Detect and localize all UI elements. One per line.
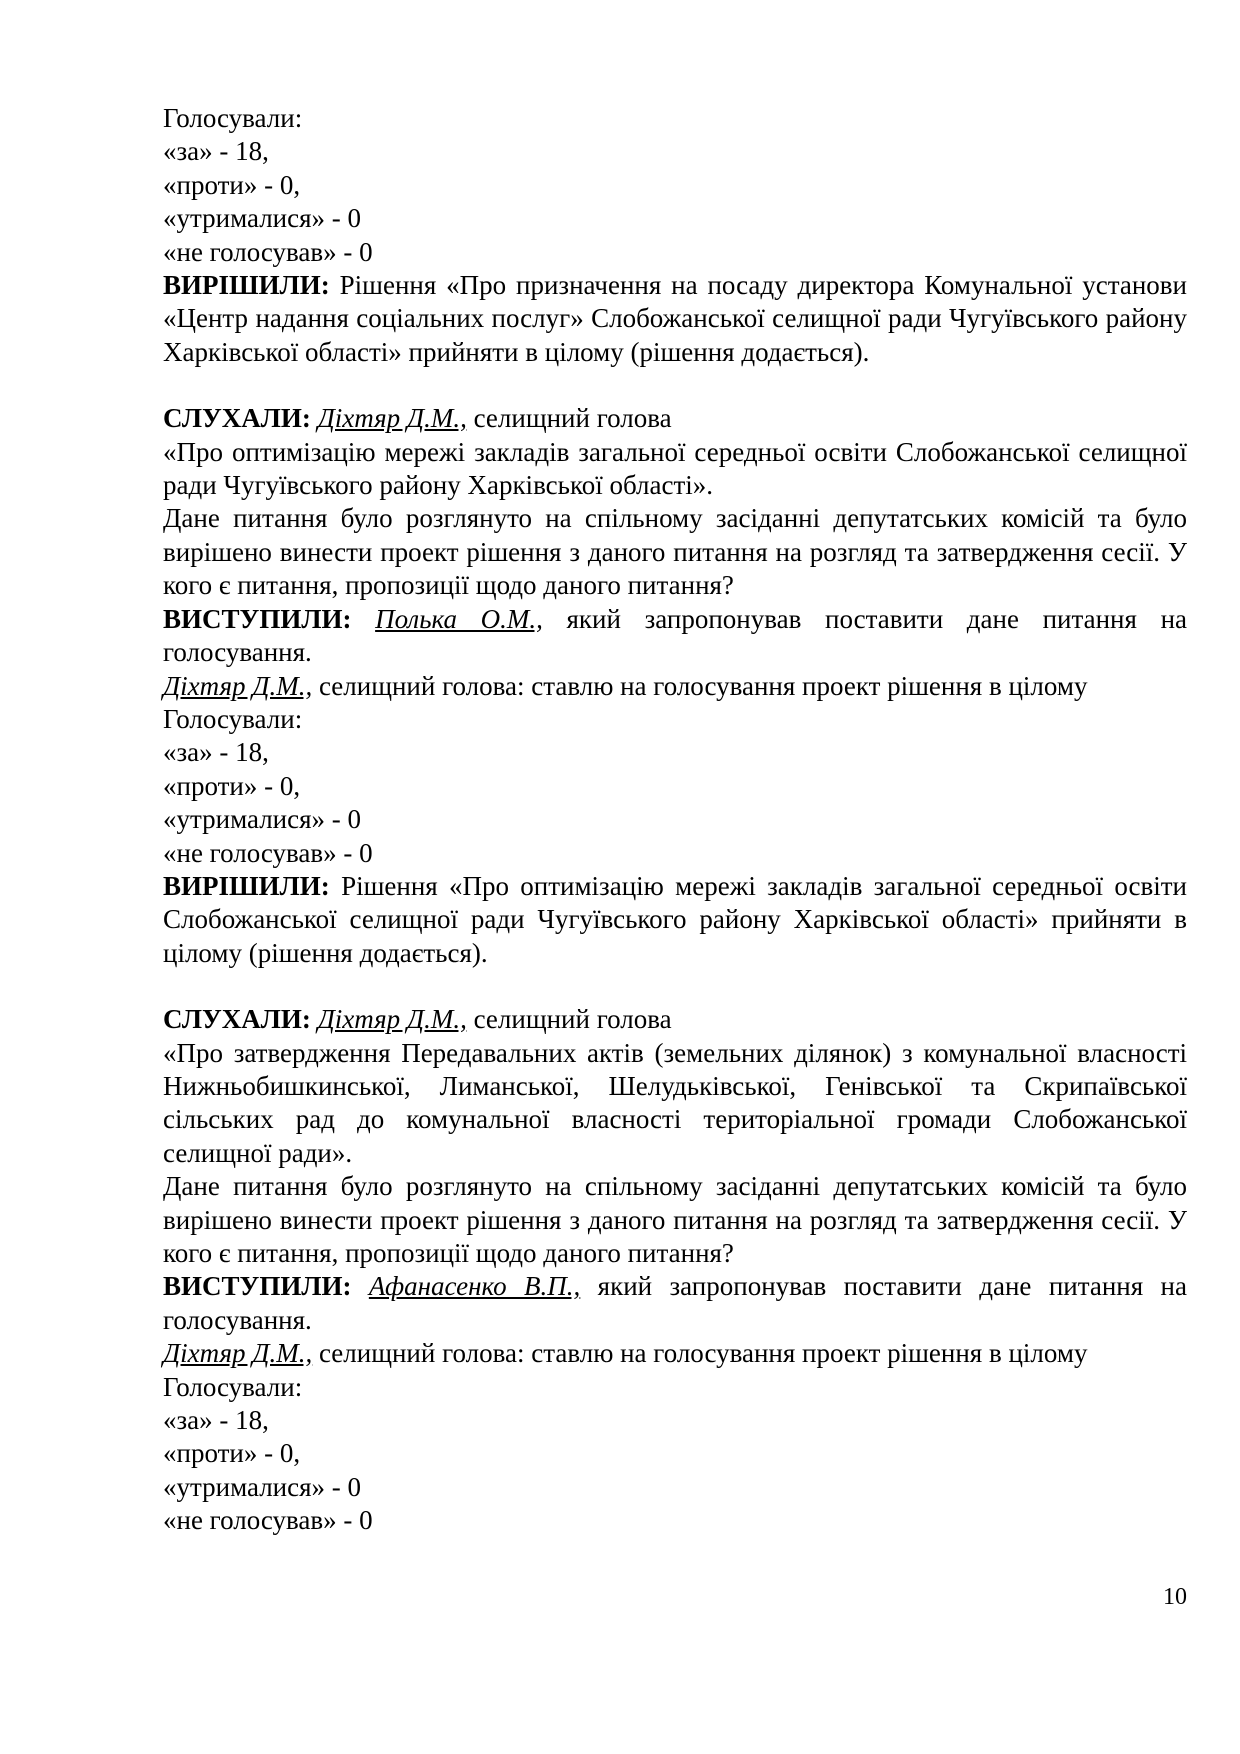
vote-not-voted: «не голосував» - 0 [163,236,373,267]
decided-label: ВИРІШИЛИ: [163,270,330,301]
speaker-role: селищний голова [473,1004,672,1035]
speaker-name: Діхтяр Д.М., [317,1004,467,1035]
heard-label: СЛУХАЛИ: [163,403,311,434]
spoke-label: ВИСТУПИЛИ: [163,1271,352,1302]
chair-name: Діхтяр Д.М., [163,1338,313,1369]
chair-name: Діхтяр Д.М., [163,670,313,701]
chair-line [163,670,1187,703]
spoke-text: який запропонував поставити дане питання на голосування. [163,603,1188,668]
spoke-name: Полька О.М., [375,603,543,634]
document-page [163,102,1187,1538]
chair-text: селищний голова: ставлю на голосування проект рішення в цілому [318,1338,1088,1369]
spoke-text: який запропонував поставити дане питання на голосування. [163,1271,1187,1335]
vote-for: «за» - 18, [163,136,269,167]
votes-header: Голосували: [163,703,303,734]
heard-label: СЛУХАЛИ: [163,1004,311,1035]
speaker-name: Діхтяр Д.М., [317,403,467,434]
speaker-role: селищний голова [473,403,672,434]
topic-paragraph: «Про затвердження Передавальних актів (земельних ділянок) з комунальної власності Нижньобишкинської, Лиманської, Шелудьківської, Генівської та Скрипаївської сільських рад до комунальної власності територіальної громади Слобожанської селищної ради». [163,1037,1187,1168]
vote-not-voted: «не голосував» - 0 [163,1505,373,1536]
topic-paragraph: «Про оптимізацію мережі закладів загальної середньої освіти Слобожанської селищної ради Чугуївського району Харківської області». [163,436,1187,501]
vote-against: «проти» - 0, [163,169,301,200]
vote-abstained: «утрималися» - 0 [163,203,362,234]
votes-header: Голосували: [163,1371,303,1402]
spoke-label: ВИСТУПИЛИ: [163,603,352,634]
heard-line [163,402,1187,435]
vote-against: «проти» - 0, [163,1438,301,1469]
votes-header: Голосували: [163,103,303,133]
decision-paragraph [163,870,1187,970]
heard-line [163,1003,1187,1036]
decided-label: ВИРІШИЛИ: [163,870,330,901]
vote-abstained: «утрималися» - 0 [163,1471,362,1502]
decided-text: Рішення «Про оптимізацію мережі закладів загальної середньої освіти Слобожанської селищної ради Чугуївського району Харківської області» прийняти в цілому (рішення додається). [163,870,1187,968]
chair-text: селищний голова: ставлю на голосування проект рішення в цілому [318,670,1088,701]
spoke-paragraph [163,1270,1187,1337]
decided-text: Рішення «Про призначення на посаду директора Комунальної установи «Центр надання соціальних послуг» Слобожанської селищної ради Чугуївського району Харківської області» прийняти в цілому (рішення додається). [163,270,1187,367]
discussion-paragraph: Дане питання було розглянуто на спільному засіданні депутатських комісій та було вирішено винести проект рішення з даного питання на розгляд та затвердження сесії. У кого є питання, пропозиції щодо даного питання? [163,1171,1187,1268]
discussion-paragraph: Дане питання було розглянуто на спільному засіданні депутатських комісій та було вирішено винести проект рішення з даного питання на розгляд та затвердження сесії. У кого є питання, пропозиції щодо даного питання? [163,503,1187,601]
vote-for: «за» - 18, [163,737,269,768]
vote-for: «за» - 18, [163,1405,269,1436]
spoke-name: Афанасенко В.П., [368,1271,581,1302]
vote-abstained: «утрималися» - 0 [163,804,362,835]
chair-line [163,1337,1187,1370]
decision-paragraph [163,269,1187,369]
vote-not-voted: «не голосував» - 0 [163,837,373,868]
vote-against: «проти» - 0, [163,770,301,801]
spoke-paragraph [163,603,1187,670]
page-number: 10 [1163,1584,1187,1610]
